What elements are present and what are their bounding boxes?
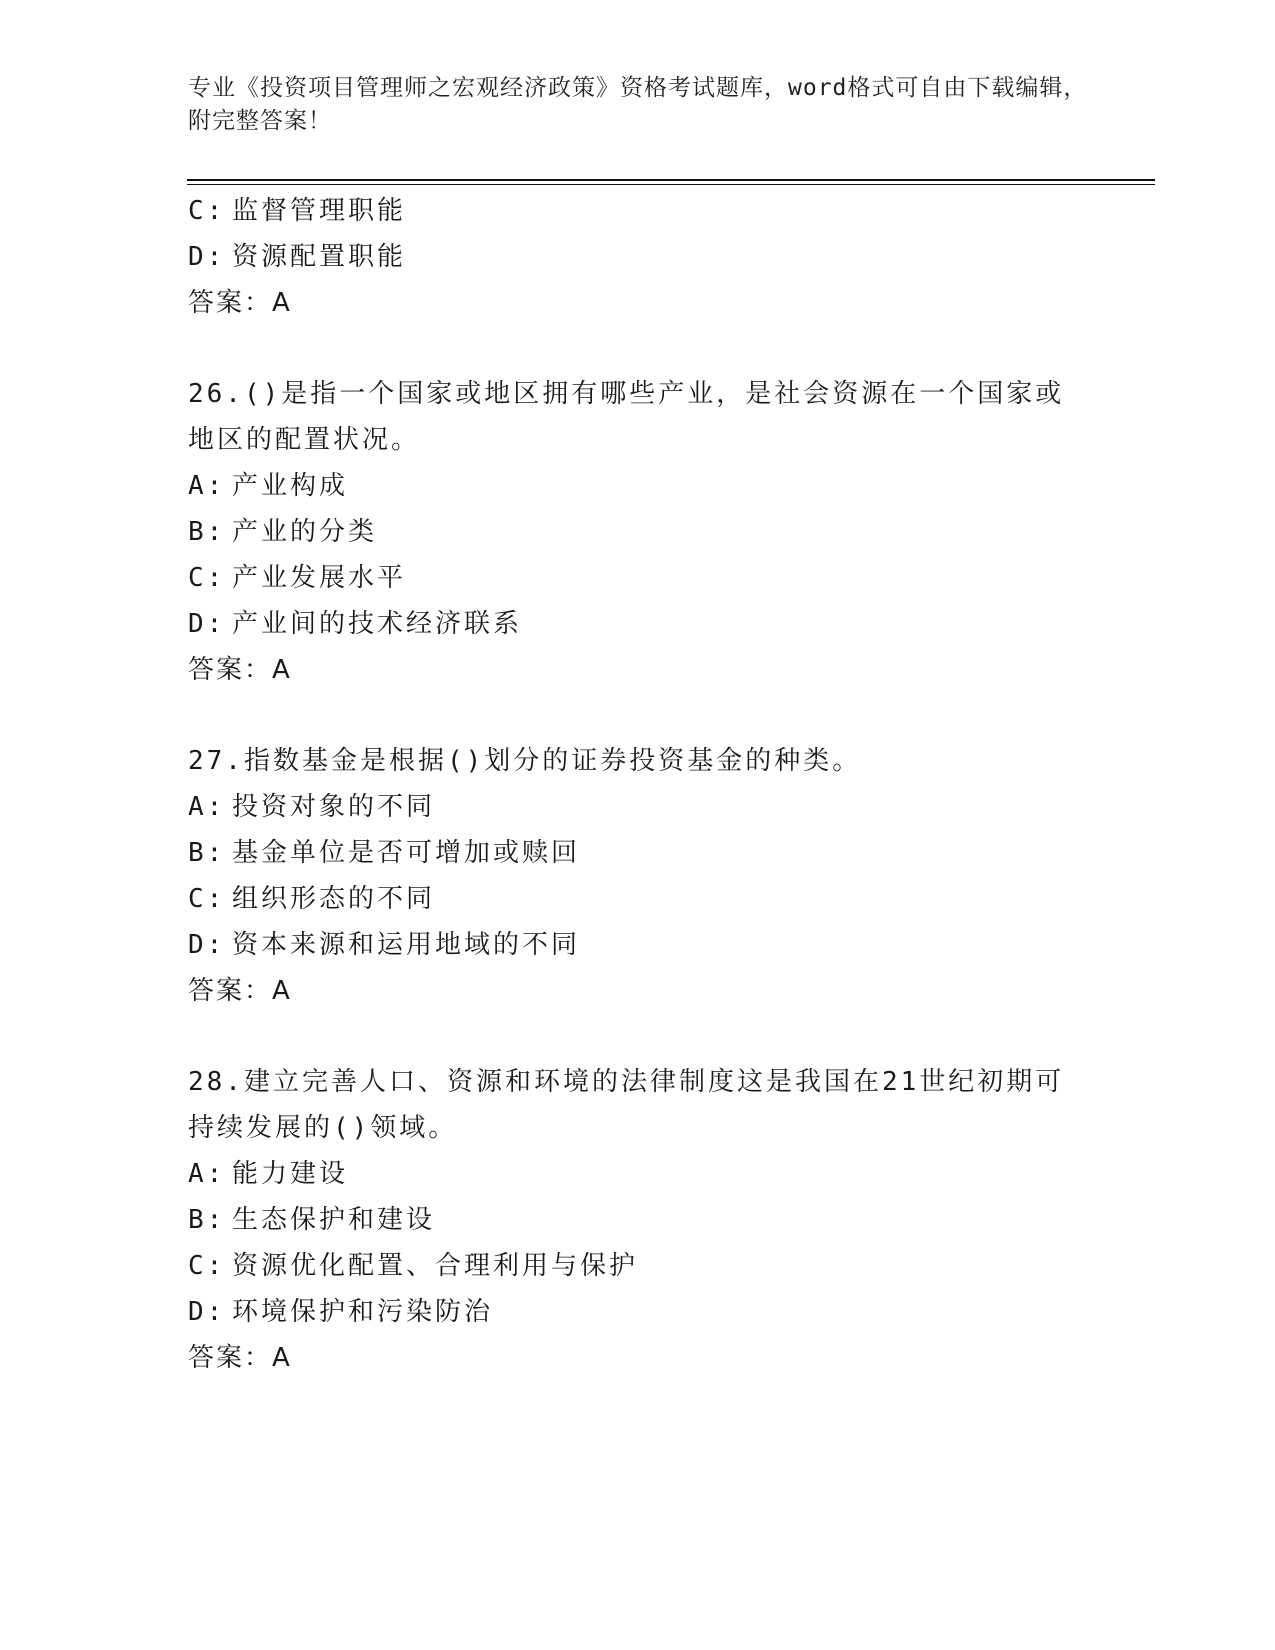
option-a (188, 1151, 1088, 1197)
option-text: 监督管理职能 (232, 196, 407, 226)
question-block-partial (188, 188, 1088, 326)
option-c (188, 188, 1088, 234)
answer-line: 答案：A (188, 655, 292, 685)
option-key: A: (188, 1159, 226, 1189)
option-d (188, 234, 1088, 280)
option-b (188, 1197, 1088, 1243)
option-c (188, 876, 1088, 922)
option-key: B: (188, 1205, 226, 1235)
option-text: 组织形态的不同 (232, 884, 436, 914)
option-text: 能力建设 (232, 1159, 349, 1189)
option-key: D: (188, 930, 226, 960)
header-rule-thin (187, 184, 1155, 185)
spacer (188, 693, 1088, 738)
question-text: 建立完善人口、资源和环境的法律制度这是我国在21世纪初期可持续发展的()领域。 (188, 1067, 1065, 1143)
answer-line: 答案：A (188, 1343, 292, 1373)
option-key: B: (188, 838, 226, 868)
spacer (188, 326, 1088, 371)
option-key: A: (188, 471, 226, 501)
option-key: D: (188, 1297, 226, 1327)
option-text: 基金单位是否可增加或赎回 (232, 838, 581, 868)
question-block-26 (188, 371, 1088, 693)
option-text: 环境保护和污染防治 (232, 1297, 494, 1327)
option-c (188, 1243, 1088, 1289)
option-key: D: (188, 609, 226, 639)
option-c (188, 555, 1088, 601)
option-text: 投资对象的不同 (232, 792, 436, 822)
question-text: 指数基金是根据()划分的证券投资基金的种类。 (243, 746, 862, 776)
document-header: 专业《投资项目管理师之宏观经济政策》资格考试题库，word格式可自由下载编辑，附完整答案！ (188, 75, 1088, 134)
question-number: 28. (188, 1067, 244, 1097)
option-text: 资本来源和运用地域的不同 (232, 930, 581, 960)
option-text: 资源配置职能 (232, 242, 407, 272)
option-b (188, 830, 1088, 876)
option-d (188, 601, 1088, 647)
option-text: 生态保护和建设 (232, 1205, 436, 1235)
option-text: 资源优化配置、合理利用与保护 (232, 1251, 639, 1281)
question-list (188, 188, 1088, 1381)
option-text: 产业间的技术经济联系 (232, 609, 523, 639)
question-stem (188, 371, 1088, 463)
question-stem (188, 1059, 1088, 1151)
option-key: B: (188, 517, 226, 547)
option-text: 产业发展水平 (232, 563, 407, 593)
option-key: C: (188, 196, 226, 226)
spacer (188, 1014, 1088, 1059)
question-number: 27. (188, 746, 244, 776)
option-text: 产业构成 (232, 471, 349, 501)
option-key: C: (188, 1251, 226, 1281)
question-number: 26. (188, 379, 244, 409)
answer-line: 答案：A (188, 288, 292, 318)
option-a (188, 784, 1088, 830)
option-key: C: (188, 563, 226, 593)
question-block-28 (188, 1059, 1088, 1381)
option-b (188, 509, 1088, 555)
option-key: A: (188, 792, 226, 822)
header-rule-thick (187, 179, 1155, 181)
option-key: C: (188, 884, 226, 914)
question-stem (188, 738, 1088, 784)
option-d (188, 1289, 1088, 1335)
option-a (188, 463, 1088, 509)
question-text: ()是指一个国家或地区拥有哪些产业，是社会资源在一个国家或地区的配置状况。 (188, 379, 1065, 455)
option-d (188, 922, 1088, 968)
question-block-27 (188, 738, 1088, 1014)
option-text: 产业的分类 (232, 517, 378, 547)
option-key: D: (188, 242, 226, 272)
answer-line: 答案：A (188, 976, 292, 1006)
